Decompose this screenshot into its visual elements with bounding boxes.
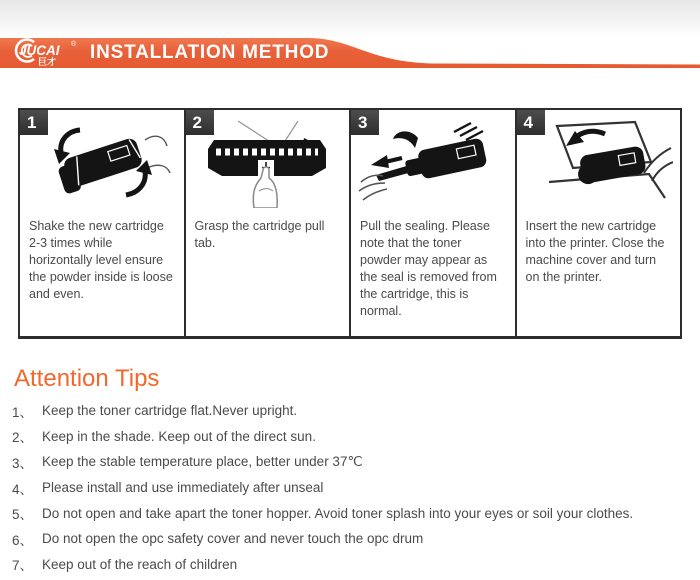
tip-item: [12, 526, 700, 552]
tip-item: [12, 475, 700, 501]
step-number-badge: 2: [186, 110, 214, 135]
jucai-logo: [8, 38, 94, 68]
tip-text: Keep out of the reach of children: [42, 556, 238, 572]
step-panel-4: [515, 110, 681, 336]
insert-cartridge-illustration: [523, 118, 673, 208]
attention-tips-heading: Attention Tips: [14, 365, 160, 392]
step-number-badge: 3: [351, 110, 379, 135]
tip-item: [12, 552, 700, 578]
page-title: INSTALLATION METHOD: [90, 42, 330, 63]
step-number-badge: 1: [20, 110, 48, 135]
tip-text: Please install and use immediately after unseal: [42, 480, 324, 496]
tip-number: 3、: [12, 455, 34, 471]
step-panel-3: [349, 110, 515, 336]
tip-number: 6、: [12, 532, 34, 548]
tip-number: 5、: [12, 507, 34, 523]
step-caption: Grasp the cartridge pull tab.: [194, 219, 325, 250]
tip-text: Do not open the opc safety cover and never touch the opc drum: [42, 531, 424, 547]
grasp-pull-tab-illustration: [192, 118, 342, 208]
pull-sealing-illustration: [358, 118, 508, 208]
logo-registered-mark: ®: [71, 41, 77, 48]
tip-item: [12, 424, 700, 450]
header-banner: [0, 38, 700, 68]
attention-tips-list: [12, 398, 700, 577]
tip-number: 4、: [12, 481, 34, 497]
shake-cartridge-illustration: [27, 118, 177, 208]
tip-text: Keep the toner cartridge flat.Never upright.: [42, 403, 298, 419]
top-gradient-strip: [0, 0, 700, 38]
step-panel-2: [184, 110, 350, 336]
step-caption: Insert the new cartridge into the printer. Close the machine cover and turn on the printer.: [525, 219, 665, 284]
tip-number: 1、: [12, 404, 34, 420]
tip-text: Do not open and take apart the toner hopper. Avoid toner splash into your eyes or soil your clothes.: [42, 505, 634, 521]
tip-number: 7、: [12, 558, 34, 574]
logo-chinese-text: 巨才: [38, 57, 57, 67]
tip-text: Keep the stable temperature place, better under 37℃: [42, 453, 363, 469]
step-caption: Pull the sealing. Please note that the toner powder may appear as the seal is removed from the cartridge, this is normal.: [360, 219, 497, 318]
installation-steps-box: [18, 108, 682, 339]
tip-item: [12, 398, 700, 424]
logo-brand-text: JUCAI: [19, 43, 60, 58]
tip-text: Keep in the shade. Keep out of the direct sun.: [42, 428, 316, 444]
tip-item: [12, 500, 700, 526]
step-panel-1: [20, 110, 184, 336]
step-number-badge: 4: [517, 110, 545, 135]
tip-number: 2、: [12, 430, 34, 446]
step-caption: Shake the new cartridge 2-3 times while horizontally level ensure the powder inside is loose and even.: [29, 219, 173, 301]
tip-item: [12, 449, 700, 475]
